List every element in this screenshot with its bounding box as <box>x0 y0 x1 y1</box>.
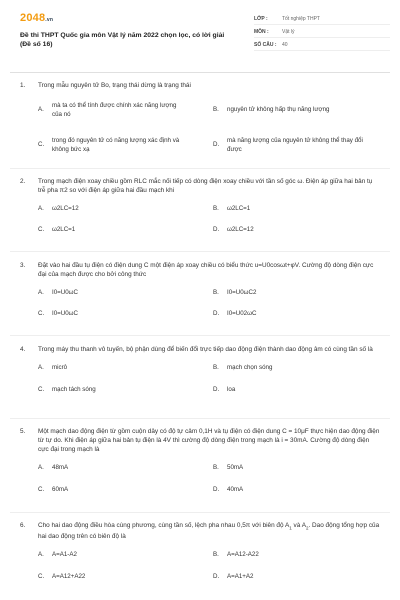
option-text: I0=U0ωC <box>52 289 78 296</box>
option-letter: B. <box>213 464 219 471</box>
meta-value: 40 <box>282 42 288 48</box>
option-c[interactable] <box>38 226 188 235</box>
option-letter: D. <box>213 310 220 317</box>
option-text: micrô <box>52 364 68 371</box>
option-letter: C. <box>38 141 45 149</box>
meta-value: Vật lý <box>282 29 295 35</box>
option-letter: B. <box>213 289 219 296</box>
option-text: I0=U02ωC <box>227 310 257 317</box>
question-text-part: và A <box>291 522 306 529</box>
option-b[interactable] <box>213 205 378 214</box>
option-a[interactable] <box>38 102 188 119</box>
option-b[interactable] <box>213 551 378 560</box>
question-1 <box>20 81 380 160</box>
option-letter: A. <box>38 551 44 559</box>
option-letter: C. <box>38 226 45 233</box>
option-text: 50mA <box>227 464 244 471</box>
option-d[interactable] <box>213 226 378 235</box>
option-text: I0=U0ωC2 <box>227 289 257 296</box>
option-a[interactable] <box>38 289 188 298</box>
question-divider <box>10 251 390 252</box>
option-text: mạch tách sóng <box>52 386 96 393</box>
question-text: Trong mạch điện xoay chiều gồm RLC mắc nối tiếp có dòng điện xoay chiều với tần số góc ω. Điện áp giữa hai bản tụ trễ pha π2 so với điện áp giữa hai đầu mạch khi <box>38 178 373 194</box>
option-letter: C. <box>38 486 45 493</box>
option-b[interactable] <box>213 464 378 473</box>
option-letter: D. <box>213 386 220 393</box>
option-text: nguyên tử không hấp thụ năng lượng <box>227 106 330 113</box>
question-number: 1. <box>20 82 26 89</box>
option-letter: A. <box>38 289 44 296</box>
option-letter: B. <box>213 106 219 113</box>
option-letter: A. <box>38 364 44 371</box>
option-b[interactable] <box>213 289 378 298</box>
option-text: 60mA <box>52 486 69 493</box>
option-text: mạch chọn sóng <box>227 364 273 371</box>
option-letter: A. <box>38 464 44 471</box>
option-text: A=A12-A22 <box>227 551 259 559</box>
question-5 <box>20 427 380 504</box>
option-letter: B. <box>213 551 219 559</box>
question-4 <box>20 345 380 404</box>
question-6 <box>20 521 380 591</box>
option-b[interactable] <box>213 364 378 373</box>
option-text: ω2LC=12 <box>227 226 254 233</box>
option-letter: D. <box>213 486 220 493</box>
option-c[interactable] <box>38 137 188 154</box>
question-stem <box>20 427 380 454</box>
question-text: Đặt vào hai đầu tụ điện có điện dung C một điện áp xoay chiều có biểu thức u=U0cosωt+φV. Cường độ dòng điện cực đại của mạch được cho bởi công thức <box>38 262 374 278</box>
option-a[interactable] <box>38 205 188 214</box>
option-letter: D. <box>213 226 220 233</box>
option-d[interactable] <box>213 310 378 319</box>
meta-label: LỚP : <box>254 16 268 22</box>
question-text: Trong mẫu nguyên tử Bo, trạng thái dừng là trạng thái <box>38 82 191 89</box>
option-text: loa <box>227 386 236 393</box>
option-a[interactable] <box>38 464 188 473</box>
option-letter: D. <box>213 141 220 149</box>
option-d[interactable] <box>213 486 378 495</box>
option-list <box>38 364 380 404</box>
option-c[interactable] <box>38 573 188 582</box>
option-text: 40mA <box>227 486 244 493</box>
option-list <box>38 100 380 160</box>
option-d[interactable] <box>213 573 378 582</box>
option-text: mà ta có thể tính được chính xác năng lượng của nó <box>52 102 177 118</box>
option-text: ω2LC=1 <box>227 205 251 212</box>
question-text-part: . Dao động tổng hợp của hai dao động trên có biên độ là <box>38 522 380 541</box>
option-text: I0=U0ωC <box>52 310 78 317</box>
option-b[interactable] <box>213 106 378 115</box>
question-stem <box>20 521 380 541</box>
option-text: ω2LC=1 <box>52 226 76 233</box>
option-a[interactable] <box>38 551 188 560</box>
option-text: trong đó nguyên tử có năng lượng xác định và không bức xạ <box>52 137 180 153</box>
option-letter: C. <box>38 573 45 581</box>
option-d[interactable] <box>213 137 378 154</box>
option-text: ω2LC=12 <box>52 205 79 212</box>
option-text: 48mA <box>52 464 69 471</box>
meta-label: MÔN : <box>254 29 269 35</box>
question-2 <box>20 177 380 245</box>
question-number: 5. <box>20 428 26 435</box>
meta-value: Tốt nghiệp THPT <box>282 16 320 22</box>
option-letter: C. <box>38 310 45 317</box>
question-stem <box>20 81 380 90</box>
option-text: A=A12+A22 <box>52 573 86 581</box>
option-letter: C. <box>38 386 45 393</box>
logo-text: 2048 <box>20 12 46 24</box>
question-number: 6. <box>20 522 26 529</box>
option-list <box>38 464 380 504</box>
exam-header <box>20 12 390 64</box>
meta-row-count <box>254 40 390 51</box>
option-letter: D. <box>213 573 220 581</box>
question-divider <box>10 418 390 419</box>
option-d[interactable] <box>213 386 378 395</box>
option-letter: B. <box>213 205 219 212</box>
meta-row-grade <box>254 14 390 25</box>
question-divider <box>10 512 390 513</box>
question-stem <box>20 177 380 195</box>
exam-title: Đề thi THPT Quốc gia môn Vật lý năm 2022 chọn lọc, có lời giải (Đề số 16) <box>20 32 225 48</box>
question-3 <box>20 261 380 329</box>
subscript: 2 <box>305 525 309 531</box>
question-text: Trong máy thu thanh vô tuyến, bộ phận dùng để biến đổi trực tiếp dao động điện thành dao động âm có cùng tần số là <box>38 346 373 353</box>
header-divider <box>10 72 390 73</box>
exam-meta <box>254 14 390 53</box>
option-text: mà năng lượng của nguyên tử không thể thay đổi được <box>227 137 363 153</box>
option-letter: B. <box>213 364 219 371</box>
option-list <box>38 205 380 245</box>
logo-tld: .vn <box>45 17 54 23</box>
option-a[interactable] <box>38 364 188 373</box>
option-c[interactable] <box>38 486 188 495</box>
question-text <box>38 521 380 541</box>
meta-row-subject <box>254 27 390 38</box>
question-text: Một mạch dao động điện từ gồm cuộn dây có độ tự cảm 0,1H và tụ điện có điện dung C = 10μF thực hiện dao động điện từ tự do. Khi điện áp giữa hai bản tụ điện là 4V thì cường độ dòng điện trong mạch là i = 30mA. Cường độ dòng điện cực đại trong mạch là <box>38 428 380 453</box>
option-list <box>38 551 380 591</box>
subscript: 1 <box>289 525 292 531</box>
option-list <box>38 289 380 329</box>
option-letter: A. <box>38 205 44 212</box>
option-letter: A. <box>38 106 44 114</box>
question-number: 4. <box>20 346 26 353</box>
question-number: 3. <box>20 262 26 269</box>
question-stem <box>20 345 380 354</box>
option-text: A=A1-A2 <box>52 551 77 559</box>
option-c[interactable] <box>38 310 188 319</box>
option-c[interactable] <box>38 386 188 395</box>
question-text-part: Cho hai dao động điều hòa cùng phương, cùng tần số, lệch pha nhau 0,5π với biên độ A <box>38 522 290 529</box>
question-number: 2. <box>20 178 26 185</box>
question-divider <box>10 335 390 336</box>
option-text: A=A1+A2 <box>227 573 254 581</box>
question-divider <box>10 168 390 169</box>
meta-label: SỐ CÂU : <box>254 42 277 48</box>
question-stem <box>20 261 380 279</box>
